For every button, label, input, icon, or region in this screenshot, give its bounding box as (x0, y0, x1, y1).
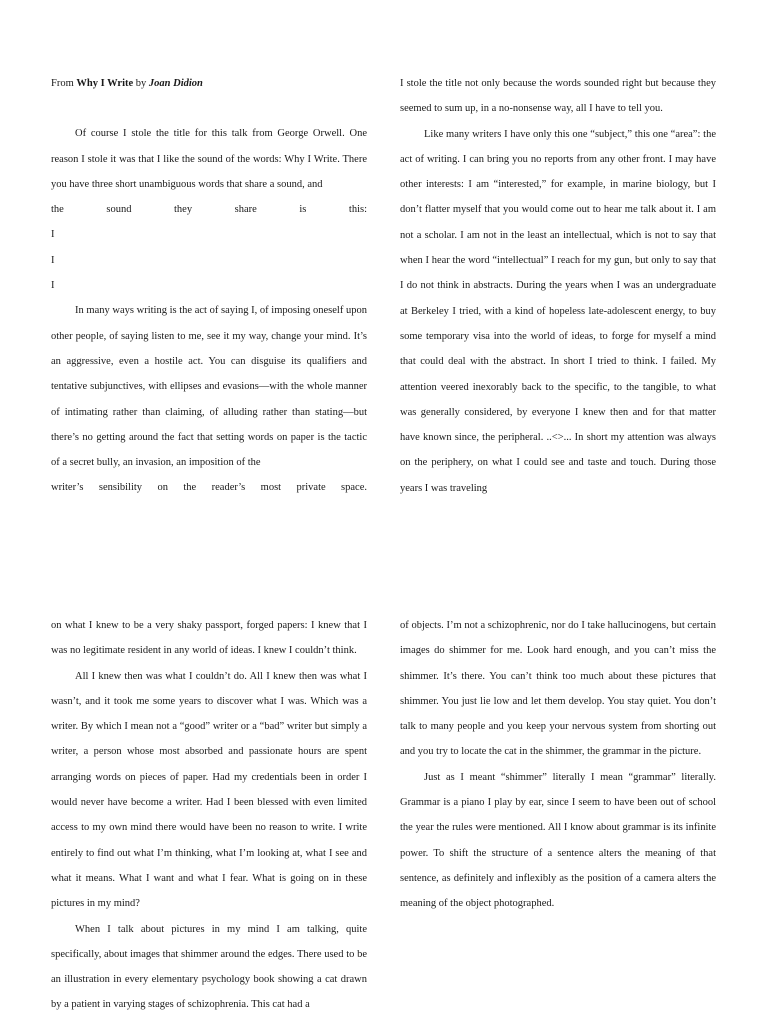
letter-i-line: I (51, 254, 55, 266)
author-name: Joan Didion (148, 78, 203, 89)
essay-title: Why I Write (76, 78, 134, 89)
paragraph: of objects. I’m not a schizophrenic, nor do I take hallucinogens, but certain images do shimmer for me. Look hard enough, and you can’t miss the shimmer. It’s there. You can’t think too much about these pictures that shimmer. You just lie low and let them develop. You stay quiet. You don’t talk to many people and you keep your nervous system from shorting out and you try to locate the cat in the shimmer, the grammar in the picture. (400, 620, 716, 758)
paragraph: Like many writers I have only this one “subject,” this one “area”: the act of writing. I can bring you no reports from any other front. I may have other interests: I am “interested,” for example, in marine biology, but I don’t flatter myself that you would come out to hear me talk about it. I am not a scholar. I am not in the least an intellectual, which is not to say that when I hear the word “intellectual” I reach for my gun, but only to say that I do not think in abstracts. During the years when I was an undergraduate at Berkeley I tried, with a kind of hopeless late-adolescent energy, to buy some temporary visa into the world of ideas, to forge for myself a mind that could deal with the abstract. In short I tried to think. I failed. My attention veered inexorably back to the specific, to the tangible, to what was generally considered, by everyone I knew then and for that matter have known since, the peripheral. ..<>... In short my attention was always on the periphery, on what I could see and taste and touch. During those years I was traveling (400, 128, 716, 494)
paragraph: I stole the title not only because the words sounded right but because they seemed to sum up, in a no-nonsense way, all I have to tell you. (400, 78, 716, 115)
heading-by: by (133, 78, 149, 89)
paragraph: In many ways writing is the act of saying I, of imposing oneself upon other people, of saying listen to me, see it my way, change your mind. It’s an aggressive, even a hostile act. You can disguise its qualifiers and tentative subjunctives, with ellipses and evasions—with the whole manner of intimating rather than claiming, of alluding rather than stating—but there’s no getting around the fact that setting words on paper is the tactic of a secret bully, an invasion, an imposition of the (51, 305, 367, 469)
column-top-right (400, 71, 716, 501)
paragraph: When I talk about pictures in my mind I am talking, quite specifically, about images that shimmer around the edges. There used to be an illustration in every elementary psychology book showing a cat drawn by a patient in varying stages of schizophrenia. This cat had a (51, 923, 367, 1011)
column-bottom-left (51, 613, 367, 1018)
spacer (51, 96, 367, 121)
letter-i-line: I (51, 229, 55, 241)
letter-i-line: I (51, 280, 55, 292)
column-top-left (51, 71, 367, 501)
column-bottom-right (400, 613, 716, 917)
paragraph-line: the sound they share is this: (51, 204, 367, 216)
paragraph-line: writer’s sensibility on the reader’s most private space. (51, 482, 367, 494)
paragraph: Of course I stole the title for this talk from George Orwell. One reason I stole it was that I like the sound of the words: Why I Write. There you have three short unambiguous words that share a sound, and (51, 128, 367, 190)
heading-prefix: From (51, 78, 77, 89)
paragraph: All I knew then was what I couldn’t do. All I knew then was what I wasn’t, and it took me some years to discover what I was. Which was a writer. By which I mean not a “good” writer or a “bad” writer but simply a writer, a person whose most absorbed and passionate hours are spent arranging words on pieces of paper. Had my credentials been in order I would never have become a writer. Had I been blessed with even limited access to my own mind there would have been no reason to write. I write entirely to find out what I’m thinking, what I’m looking at, what I see and what it means. What I want and what I fear. What is going on in these pictures in my mind? (51, 670, 367, 910)
paragraph: Just as I meant “shimmer” literally I mean “grammar” literally. Grammar is a piano I play by ear, since I seem to have been out of school the year the rules were mentioned. All I know about grammar is its infinite power. To shift the structure of a sentence alters the meaning of that sentence, as definitely and inflexibly as the position of a camera alters the meaning of the object photographed. (400, 771, 716, 910)
source-heading (51, 71, 367, 96)
paragraph: on what I knew to be a very shaky passport, forged papers: I knew that I was no legitimate resident in any world of ideas. I knew I couldn’t think. (51, 620, 367, 657)
